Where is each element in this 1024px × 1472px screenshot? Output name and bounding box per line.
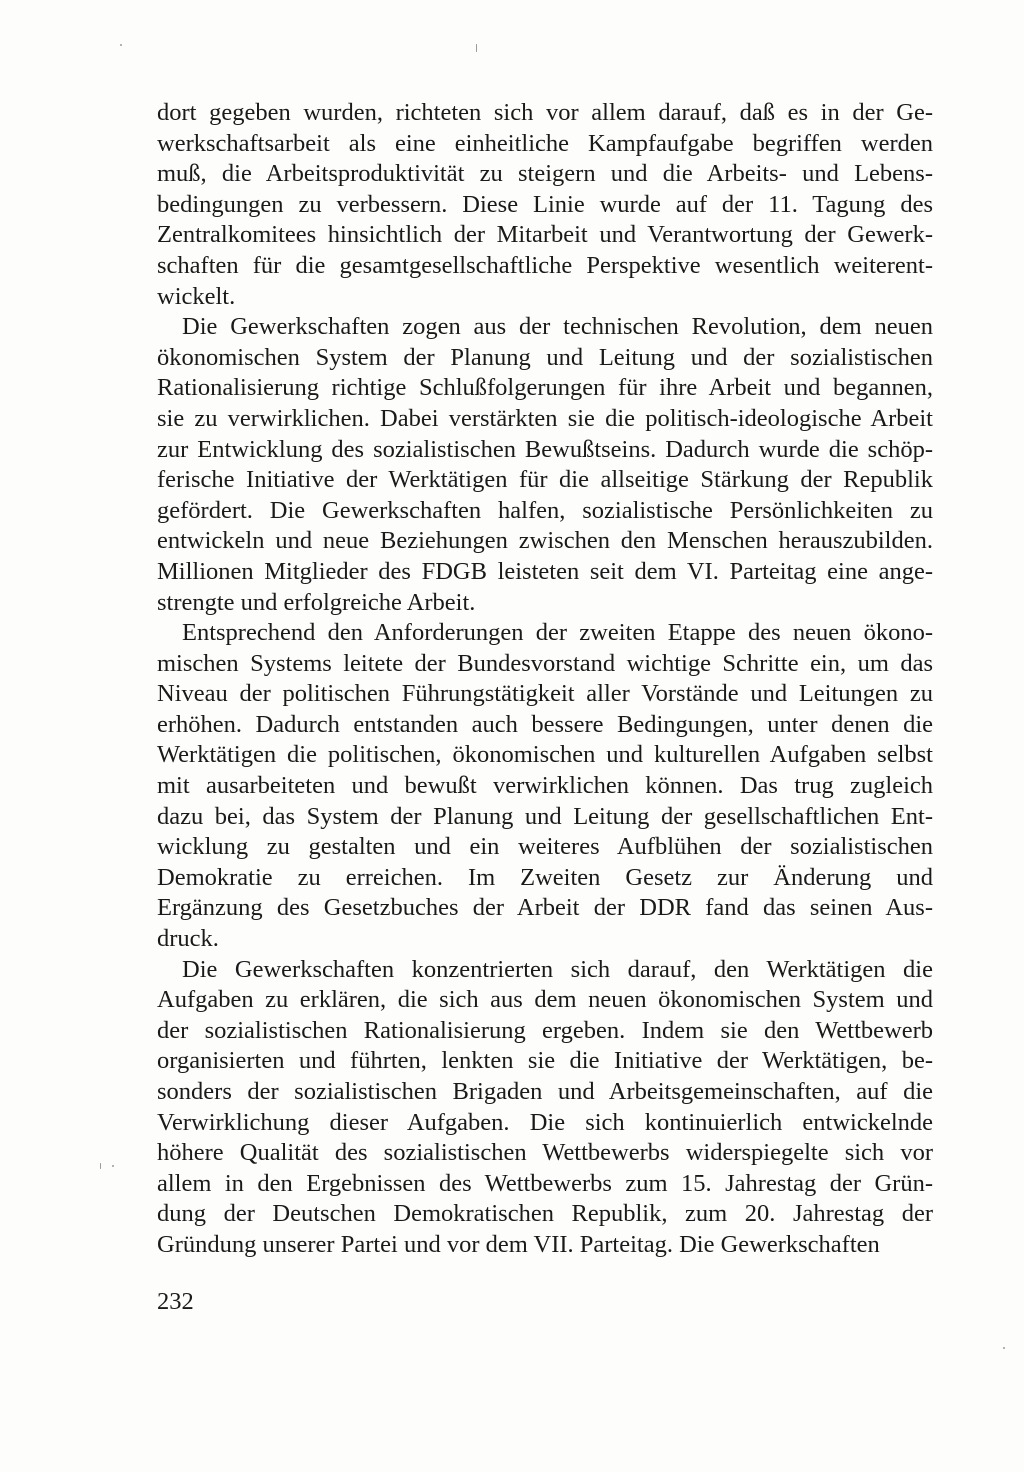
text-line: muß, die Arbeitsproduktivität zu steigern und die Arbeits- und Lebens- [157, 160, 933, 188]
scan-speck [112, 1165, 114, 1167]
paragraph [157, 312, 933, 618]
text-line: der sozialistischen Rationalisierung ergeben. Indem sie den Wettbewerb [157, 1016, 933, 1044]
text-line: dort gegeben wurden, richteten sich vor allem darauf, daß es in der Ge- [157, 99, 933, 126]
text-line: Zentralkomitees hinsichtlich der Mitarbeit und Verantwortung der Gewerk- [157, 221, 933, 249]
scan-speck [120, 44, 122, 46]
text-line: strengte und erfolgreiche Arbeit. [157, 588, 476, 616]
scan-speck [100, 1163, 101, 1169]
text-line: Entsprechend den Anforderungen der zweiten Etappe des neuen ökono- [182, 619, 933, 647]
text-line: ökonomischen System der Planung und Leitung und der sozialistischen [157, 343, 933, 371]
text-line: sie zu verwirklichen. Dabei verstärkten sie die politisch-ideologische Arbeit [157, 404, 933, 432]
text-line: wicklung zu gestalten und ein weiteres Aufblühen der sozialistischen [157, 833, 933, 861]
text-line: Rationalisierung richtige Schlußfolgerungen für ihre Arbeit und begannen, [157, 374, 933, 402]
text-line: Ergänzung des Gesetzbuches der Arbeit der DDR fand das seinen Aus- [157, 894, 933, 922]
text-line: schaften für die gesamtgesellschaftliche Perspektive wesentlich weiterent- [157, 251, 933, 279]
text-line: Demokratie zu erreichen. Im Zweiten Gesetz zur Änderung und [157, 863, 933, 891]
text-line: werkschaftsarbeit als eine einheitliche Kampfaufgabe begriffen werden [157, 129, 933, 157]
paragraph [157, 98, 933, 312]
text-line: Die Gewerkschaften zogen aus der technischen Revolution, dem neuen [182, 313, 933, 341]
text-line: Gründung unserer Partei und vor dem VII. Parteitag. Die Gewerkschaften [157, 1230, 880, 1258]
scan-speck [1003, 1347, 1005, 1349]
text-line: höhere Qualität des sozialistischen Wettbewerbs widerspiegelte sich vor [157, 1139, 933, 1167]
text-line: druck. [157, 925, 219, 953]
body-text [157, 98, 933, 1261]
text-line: Die Gewerkschaften konzentrierten sich darauf, den Werktätigen die [182, 955, 933, 983]
text-line: erhöhen. Dadurch entstanden auch bessere Bedingungen, unter denen die [157, 710, 933, 738]
paragraph [157, 955, 933, 1261]
text-line: Werktätigen die politischen, ökonomischen und kulturellen Aufgaben selbst [157, 741, 933, 769]
text-line: entwickeln und neue Beziehungen zwischen den Menschen herauszubilden. [157, 527, 933, 555]
text-line: dazu bei, das System der Planung und Leitung der gesellschaftlichen Ent- [157, 802, 933, 830]
text-line: wickelt. [157, 282, 236, 310]
scan-speck [476, 44, 477, 52]
paragraph [157, 618, 933, 955]
page-number: 232 [157, 1288, 194, 1315]
text-line: Verwirklichung dieser Aufgaben. Die sich kontinuierlich entwickelnde [157, 1108, 933, 1136]
text-line: mit ausarbeiteten und bewußt verwirklichen können. Das trug zugleich [157, 772, 933, 800]
text-line: Millionen Mitglieder des FDGB leisteten seit dem VI. Parteitag eine ange- [157, 557, 933, 585]
text-line: organisierten und führten, lenkten sie die Initiative der Werktätigen, be- [157, 1047, 933, 1075]
text-line: gefördert. Die Gewerkschaften halfen, sozialistische Persönlichkeiten zu [157, 496, 933, 524]
text-line: ferische Initiative der Werktätigen für die allseitige Stärkung der Republik [157, 466, 933, 494]
text-line: dung der Deutschen Demokratischen Republik, zum 20. Jahrestag der [157, 1200, 933, 1228]
text-line: sonders der sozialistischen Brigaden und Arbeitsgemeinschaften, auf die [157, 1078, 933, 1105]
text-line: Niveau der politischen Führungstätigkeit aller Vorstände und Leitungen zu [157, 680, 933, 708]
text-line: Aufgaben zu erklären, die sich aus dem neuen ökonomischen System und [157, 986, 933, 1014]
text-line: zur Entwicklung des sozialistischen Bewußtseins. Dadurch wurde die schöp- [157, 435, 933, 463]
text-line: mischen Systems leitete der Bundesvorstand wichtige Schritte ein, um das [157, 649, 933, 677]
text-line: allem in den Ergebnissen des Wettbewerbs zum 15. Jahrestag der Grün- [157, 1169, 933, 1197]
text-line: bedingungen zu verbessern. Diese Linie wurde auf der 11. Tagung des [157, 190, 933, 218]
